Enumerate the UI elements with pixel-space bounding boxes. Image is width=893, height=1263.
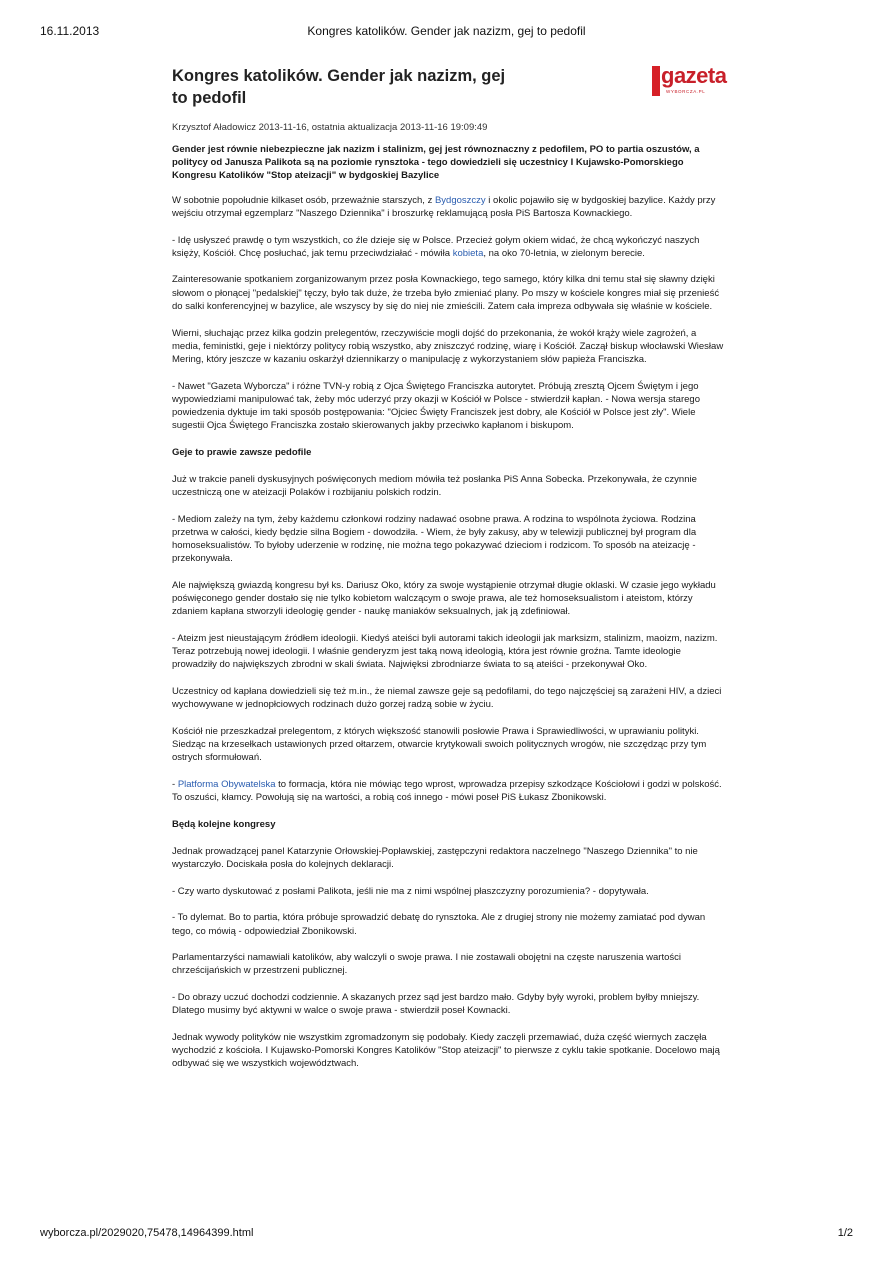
text-run: i okolic pojawiło się w bydgoskiej bazylice. Każdy przy wejściu otrzymał egzemplarz "Naszego Dziennika" i broszurkę reklamującą posła PiS Bartosza Kownackiego. — [172, 194, 716, 219]
paragraph: Kościół nie przeszkadzał prelegentom, z których większość stanowili posłowie Prawa i Sprawiedliwości, w uprawianiu polityki. Siedząc na krzesełkach ustawionych przed ołtarzem, otwarcie krytykowali swoich politycznych wrogów, nie szczędząc przy tym ostrych sformułowań. — [172, 726, 707, 764]
text-run: - Idę usłyszeć prawdę o tym wszystkich, co źle dzieje się w Polsce. Przecież gołym okiem widać, że chcą wykończyć naszych księży, Kościół. Chcę posłuchać, jak temu przeciwdziałać - mówiła — [172, 234, 700, 259]
text-run: to formacja, która nie mówiąc tego wprost, wprowadza przepisy szkodzące Kościołowi i godzi w polskość. To oszuści, kłamcy. Powołują się na wartości, a robią coś innego - mówi poseł PiS Łukasz Zbonikowski. — [172, 779, 722, 804]
paragraph: Uczestnicy od kapłana dowiedzieli się też m.in., że niemal zawsze geje są pedofilami, do tego najczęściej są zarażeni HIV, a dzieci wychowywane w jednopłciowych rodzinach dużo gorzej radzą sobie w życiu. — [172, 686, 722, 711]
text-run: W sobotnie popołudnie kilkaset osób, przeważnie starszych, z — [172, 194, 435, 206]
paragraph: - To dylemat. Bo to partia, która próbuje sprowadzić debatę do rynsztoka. Ale z drugiej strony nie możemy zamiatać pod dywan tego, co mówią - odpowiedział Zbonikowski. — [172, 912, 706, 937]
paragraph: Zainteresowanie spotkaniem zorganizowanym przez posła Kownackiego, tego samego, który kilka dni temu stał się sławny dzięki słowom o płonącej "pedalskiej" tęczy, było tak duże, że trzeba było zmieniać plany. Po mszy w kościele kongres miał się przenieść do salki konferencyjnej w bazylice, ale wszyscy by się do niej nie zmieścili. Zatem cała impreza odbywała się właśnie w kościele. — [172, 274, 720, 312]
paragraph: - Czy warto dyskutować z posłami Palikota, jeśli nie ma z nimi wspólnej płaszczyzny porozumienia? - dopytywała. — [172, 885, 649, 897]
link-kobieta[interactable]: kobieta — [452, 247, 484, 259]
logo-text: gazeta — [661, 63, 727, 88]
article-header — [172, 63, 727, 119]
paragraph: - Ateizm jest nieustającym źródłem ideologii. Kiedyś ateiści byli autorami takich ideologii jak marksizm, stalinizm, maoizm, nazizm. Teraz potrzebują nowej ideologii. I właśnie genderyzm jest taką nową ideologią, która jest równie groźna. Tamte ideologie prowadziły do największych zbrodni w skali świata. Najwięksi zbrodniarze świata to są ateiści - przekonywał Oko. — [172, 632, 718, 671]
paragraph — [172, 234, 724, 260]
subheading-geje: Geje to prawie zawsze pedofile — [172, 446, 312, 458]
article-title: Kongres katolików. Gender jak nazizm, gej to pedofil — [172, 67, 506, 107]
article — [172, 63, 727, 1084]
print-date: 16.11.2013 — [40, 24, 100, 38]
text-run: - — [172, 779, 178, 791]
paragraph: Jednak prowadzącej panel Katarzynie Orłowskiej-Popławskiej, zastępczyni redaktora naczelnego "Naszego Dziennika" to nie wystarczyło. Dociskała posła do kolejnych deklaracji. — [172, 845, 698, 870]
paragraph: - Nawet "Gazeta Wyborcza" i różne TVN-y robią z Ojca Świętego Franciszka autorytet. Próbują zresztą Ojcem Świętym i jego wypowiedziami manipulować tak, żeby móc uderzyć przy okazji w Kościół w Polsce - stwierdził kapłan. - Nowa wersja starego powiedzenia dyktuje im taki sposób postępowania: "Ojciec Święty Franciszek jest dobry, ale Kościół w Polsce jest zły". Wiele sugestii Ojca Świętego Franciszka zostało skierowanych jakby przeciwko kapłanom i biskupom. — [172, 380, 700, 432]
text-run: , na oko 70-letnia, w zielonym berecie. — [483, 247, 645, 259]
gazeta-logo[interactable] — [652, 63, 727, 96]
paragraph: Wierni, słuchając przez kilka godzin prelegentów, rzeczywiście mogli dojść do przekonania, że wokół krąży wiele zagrożeń, a media, feministki, geje i niektórzy politycy robią wszystko, aby zniszczyć rodzinę, wiarę i Kościół. Zaczął biskup włocławski Wiesław Mering, który jeszcze w kazaniu oskarżył dziennikarzy o manipulację z wykorzystaniem słów papieża Franciszka. — [172, 327, 724, 365]
link-platforma-obywatelska[interactable]: Platforma Obywatelska — [177, 779, 276, 791]
paragraph: Już w trakcie paneli dyskusyjnych poświęconych mediom mówiła też posłanka PiS Anna Sobecka. Przekonywała, że czynnie uczestniczą one w ateizacji Polaków i rozbijaniu polskich rodzin. — [172, 473, 697, 498]
logo-subtext: WYBORCZA.PL — [666, 89, 706, 94]
subheading-kongresy: Będą kolejne kongresy — [172, 819, 276, 831]
byline: Krzysztof Aładowicz 2013-11-16, ostatnia aktualizacja 2013-11-16 19:09:49 — [172, 122, 488, 133]
print-page-number: 1/2 — [837, 1227, 853, 1239]
print-header-title: Kongres katolików. Gender jak nazizm, gej to pedofil — [307, 24, 586, 38]
link-bydgoszcz[interactable]: Bydgoszczy — [434, 194, 486, 206]
paragraph — [172, 778, 724, 804]
paragraph: Ale największą gwiazdą kongresu był ks. Dariusz Oko, który za swoje wystąpienie otrzymał długie oklaski. W czasie jego wykładu poświęconego gender dostało się nie tylko kobietom walczącym o swoje prawa, ale też homoseksualistom i ateistom, którzy zdaniem kapłana stworzyli ideologię gender - naukę maniaków seksualnych, jak ją zdefiniował. — [172, 579, 716, 618]
paragraph: Jednak wywody polityków nie wszystkim zgromadzonym się podobały. Kiedy zaczęli przemawiać, duża część wiernych zaczęła wychodzić z kościoła. I Kujawsko-Pomorski Kongres Katolików "Stop ateizacji" to pierwsze z cyklu takie spotkanie. Docelowo mają odbywać się we wszystkich województwach. — [172, 1032, 720, 1070]
paragraph — [172, 194, 724, 220]
paragraph: - Do obrazy uczuć dochodzi codziennie. A skazanych przez sąd jest bardzo mało. Gdyby były wyroki, problem byłby mniejszy. Dlatego musimy być aktywni w walce o swoje prawa - stwierdził poseł Kownacki. — [172, 992, 700, 1017]
article-lead: Gender jest równie niebezpieczne jak nazizm i stalinizm, gej jest równoznaczny z pedofilem, PO to partia oszustów, a politycy od Janusza Palikota są na poziomie rynsztoka - tego dowiedzieli się uczestnicy I Kujawsko-Pomorskiego Kongresu Katolików "Stop ateizacji" w bydgoskiej Bazylice — [172, 144, 700, 182]
logo-bar — [652, 66, 660, 96]
paragraph: Parlamentarzyści namawiali katolików, aby walczyli o swoje prawa. I nie zostawali obojętni na częste naruszenia wartości chrześcijańskich w przestrzeni publicznej. — [172, 952, 682, 977]
paragraph: - Mediom zależy na tym, żeby każdemu członkowi rodziny nadawać osobne prawa. A rodzina to wspólnota życiowa. Rodzina przetrwa w całości, kiedy będzie silna Bogiem - dowodziła. - Wiem, że były zakusy, aby w telewizji publicznej był program dla homoseksualistów. To byłoby uderzenie w rodzinę, nie można tego pokazywać dzieciom i rodzicom. To sposób na ateizację - przekonywała. — [172, 513, 697, 565]
print-footer-url: wyborcza.pl/2029020,75478,14964399.html — [40, 1227, 254, 1239]
